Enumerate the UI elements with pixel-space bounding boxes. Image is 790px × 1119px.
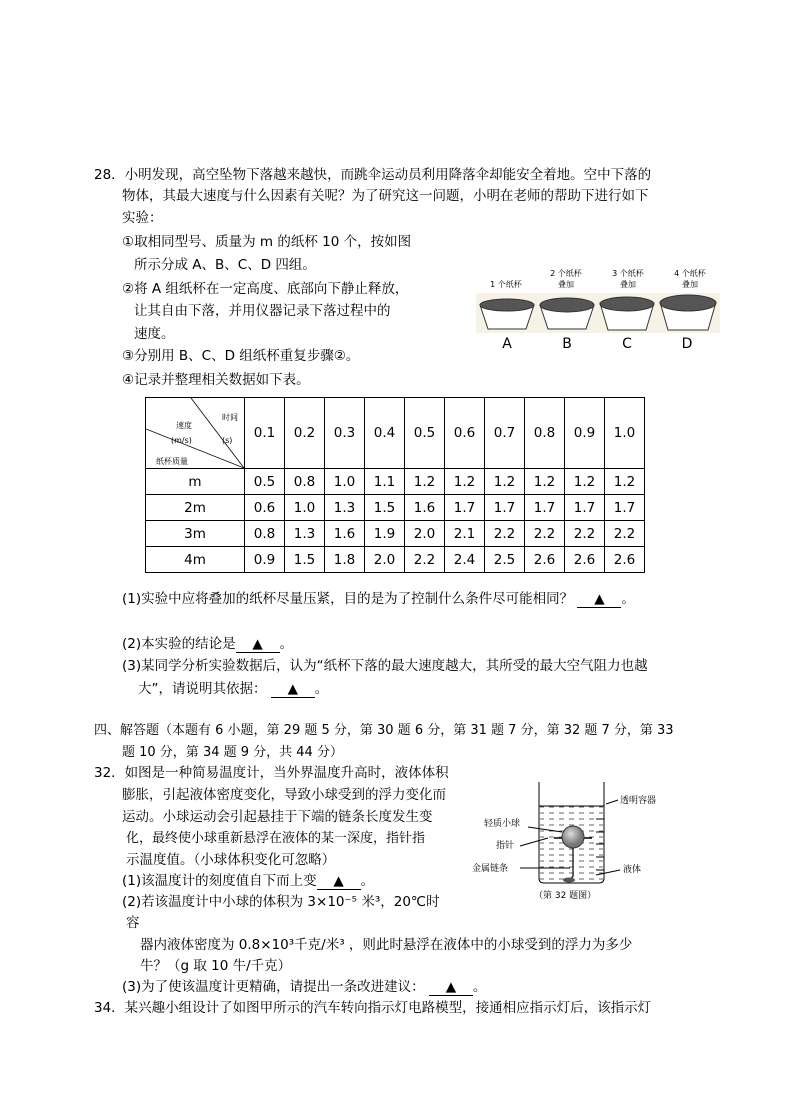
q32-line: 32．如图是一种简易温度计，当外界温度升高时，液体体积 <box>94 765 449 781</box>
speed-value-cell: 1.5 <box>285 547 325 573</box>
q28-step: ②将 A 组纸杯在一定高度、底部向下静止释放， <box>122 281 409 297</box>
speed-value-cell: 1.9 <box>365 521 405 547</box>
table-corner-cell <box>146 398 245 469</box>
ball-label: 轻质小球 <box>484 819 521 829</box>
cup-label-d: 4 个纸杯 叠加 <box>674 269 706 289</box>
paper-cups-icon <box>476 293 720 333</box>
speed-value-cell: 1.6 <box>405 495 445 521</box>
speed-value-cell: 1.7 <box>565 495 605 521</box>
table-row <box>146 521 645 547</box>
time-header-cell: 0.5 <box>405 398 445 469</box>
q32-sub2c: 器内液体密度为 0.8×10³千克/米³ ，则此时悬浮在液体中的小球受到的浮力为多少 <box>140 937 633 953</box>
figure-caption: （第 32 题图） <box>534 891 597 901</box>
speed-value-cell: 1.7 <box>605 495 645 521</box>
cup-label-b: 2 个纸杯 叠加 <box>550 269 582 289</box>
time-header-cell: 0.3 <box>325 398 365 469</box>
time-label: 时间 <box>222 413 238 422</box>
q28-sub1 <box>122 589 635 609</box>
speed-value-cell: 2.2 <box>485 521 525 547</box>
speed-value-cell: 2.2 <box>405 547 445 573</box>
cup-letter: D <box>681 336 693 352</box>
speed-value-cell: 2.6 <box>565 547 605 573</box>
q28-step: ④记录并整理相关数据如下表。 <box>122 372 310 388</box>
q32-sub2b: 容 <box>126 915 140 931</box>
speed-value-cell: 0.5 <box>245 469 285 495</box>
speed-value-cell: 2.0 <box>405 521 445 547</box>
q28-step: ①取相同型号、质量为 m 的纸杯 10 个，按如图 <box>122 234 412 250</box>
speed-value-cell: 1.7 <box>485 495 525 521</box>
time-header-cell: 0.6 <box>445 398 485 469</box>
mass-row-label: 2m <box>146 495 245 521</box>
speed-value-cell: 1.3 <box>325 495 365 521</box>
answer-blank[interactable]: ▲ <box>577 591 621 608</box>
q28-step: 所示分成 A、B、C、D 四组。 <box>134 257 316 273</box>
speed-value-cell: 0.6 <box>245 495 285 521</box>
speed-value-cell: 1.3 <box>285 521 325 547</box>
section4-heading-cont: 题 10 分，第 34 题 9 分，共 44 分） <box>122 745 343 760</box>
speed-value-cell: 1.2 <box>565 469 605 495</box>
mass-label: 纸杯质量 <box>156 457 188 466</box>
time-header-cell: 0.8 <box>525 398 565 469</box>
section4-heading: 四、解答题（本题有 6 小题，第 29 题 5 分，第 30 题 6 分，第 31 题 7 分，第 32 题 7 分，第 33 <box>94 723 674 738</box>
speed-value-cell: 1.2 <box>525 469 565 495</box>
cup-label-a: 1 个纸杯 <box>490 280 522 289</box>
liquid-label: 液体 <box>623 865 642 875</box>
q28-line: 实验： <box>122 210 163 226</box>
speed-value-cell: 1.2 <box>485 469 525 495</box>
time-header-cell: 0.7 <box>485 398 525 469</box>
period: 。 <box>314 681 329 697</box>
answer-blank[interactable]: ▲ <box>236 636 280 653</box>
speed-value-cell: 1.2 <box>445 469 485 495</box>
period: 。 <box>472 979 487 995</box>
q32-sub2a: (2)若该温度计中小球的体积为 3×10⁻⁵ 米³，20℃时 <box>122 894 440 910</box>
q28-step: 速度。 <box>134 326 175 342</box>
time-header-cell: 0.9 <box>565 398 605 469</box>
time-header-cell: 1.0 <box>605 398 645 469</box>
answer-blank[interactable]: ▲ <box>271 681 315 698</box>
speed-value-cell: 1.0 <box>325 469 365 495</box>
q32-sub3 <box>122 977 486 997</box>
time-header-cell: 0.4 <box>365 398 405 469</box>
mass-row-label: 3m <box>146 521 245 547</box>
q28-sub3b-text: 大”，请说明其依据： <box>138 681 267 697</box>
mass-row-label: m <box>146 469 245 495</box>
speed-value-cell: 1.0 <box>285 495 325 521</box>
table-header-row <box>146 398 645 469</box>
cup-label-c: 3 个纸杯 叠加 <box>612 269 644 289</box>
speed-value-cell: 2.2 <box>605 521 645 547</box>
table-row <box>146 495 645 521</box>
q32-sub1-text: (1)该温度计的刻度值自下而上变 <box>122 873 317 889</box>
period: 。 <box>279 636 294 652</box>
period: 。 <box>360 873 375 889</box>
pointer-label: 指针 <box>496 841 515 851</box>
container-label: 透明容器 <box>620 796 657 806</box>
cup-letter: A <box>502 336 512 352</box>
q28-line: 物体，其最大速度与什么因素有关呢？为了研究这一问题，小明在老师的帮助下进行如下 <box>122 188 649 204</box>
q34-line: 34．某兴趣小组设计了如图甲所示的汽车转向指示灯电路模型，接通相应指示灯后，该指示灯 <box>94 1000 652 1016</box>
answer-blank[interactable]: ▲ <box>429 979 473 996</box>
paper-cups-figure <box>476 265 720 357</box>
cup-letter: B <box>562 336 572 352</box>
q28-sub2 <box>122 634 293 654</box>
speed-value-cell: 2.1 <box>445 521 485 547</box>
mass-row-label: 4m <box>146 547 245 573</box>
speed-value-cell: 0.8 <box>245 521 285 547</box>
q28-line: 28．小明发现，高空坠物下落越来越快，而跳伞运动员利用降落伞却能安全着地。空中下落的 <box>94 167 652 183</box>
speed-value-cell: 1.7 <box>445 495 485 521</box>
speed-value-cell: 2.0 <box>365 547 405 573</box>
cup-letter: C <box>622 336 632 352</box>
speed-unit: (m/s) <box>171 436 192 445</box>
speed-data-table <box>145 397 645 573</box>
speed-value-cell: 2.5 <box>485 547 525 573</box>
q32-line: 化，最终使小球重新悬浮在液体的某一深度，指针指 <box>126 831 426 846</box>
answer-blank[interactable]: ▲ <box>317 873 361 890</box>
time-unit: (s) <box>222 436 233 445</box>
speed-value-cell: 1.5 <box>365 495 405 521</box>
q28-step: ③分别用 B、C、D 组纸杯重复步骤②。 <box>122 348 360 364</box>
table-row <box>146 547 645 573</box>
time-header-cell: 0.1 <box>245 398 285 469</box>
chain-label: 金属链条 <box>472 864 509 874</box>
q32-sub3-text: (3)为了使该温度计更精确，请提出一条改进建议： <box>122 979 425 995</box>
q32-sub1 <box>122 871 374 891</box>
speed-value-cell: 1.2 <box>405 469 445 495</box>
speed-label: 速度 <box>176 421 192 430</box>
time-header-cell: 0.2 <box>285 398 325 469</box>
speed-value-cell: 2.4 <box>445 547 485 573</box>
speed-value-cell: 0.8 <box>285 469 325 495</box>
q28-step: 让其自由下落，并用仪器记录下落过程中的 <box>134 303 391 319</box>
speed-value-cell: 1.7 <box>525 495 565 521</box>
speed-value-cell: 2.6 <box>605 547 645 573</box>
q28-sub3a: (3)某同学分析实验数据后，认为“纸杯下落的最大速度越大，其所受的最大空气阻力也越 <box>122 658 648 674</box>
period: 。 <box>621 591 635 607</box>
speed-value-cell: 2.6 <box>525 547 565 573</box>
speed-value-cell: 1.6 <box>325 521 365 547</box>
speed-value-cell: 2.2 <box>565 521 605 547</box>
q32-line: 运动。小球运动会引起悬挂于下端的链条长度发生变 <box>122 809 433 825</box>
table-row <box>146 469 645 495</box>
q28-sub2-text: (2)本实验的结论是 <box>122 636 236 652</box>
q32-line: 膨胀，引起液体密度变化，导致小球受到的浮力变化而 <box>122 787 446 803</box>
q32-sub2d: 牛？（g 取 10 牛/千克） <box>140 958 292 974</box>
q28-sub1-text: (1)实验中应将叠加的纸杯尽量压紧，目的是为了控制什么条件尽可能相同？ <box>122 591 574 607</box>
speed-value-cell: 2.2 <box>525 521 565 547</box>
speed-value-cell: 1.8 <box>325 547 365 573</box>
speed-value-cell: 0.9 <box>245 547 285 573</box>
speed-value-cell: 1.1 <box>365 469 405 495</box>
thermometer-figure <box>472 780 698 910</box>
q32-line: 示温度值。（小球体积变化可忽略） <box>126 852 336 868</box>
speed-value-cell: 1.2 <box>605 469 645 495</box>
q28-sub3b <box>138 679 328 699</box>
